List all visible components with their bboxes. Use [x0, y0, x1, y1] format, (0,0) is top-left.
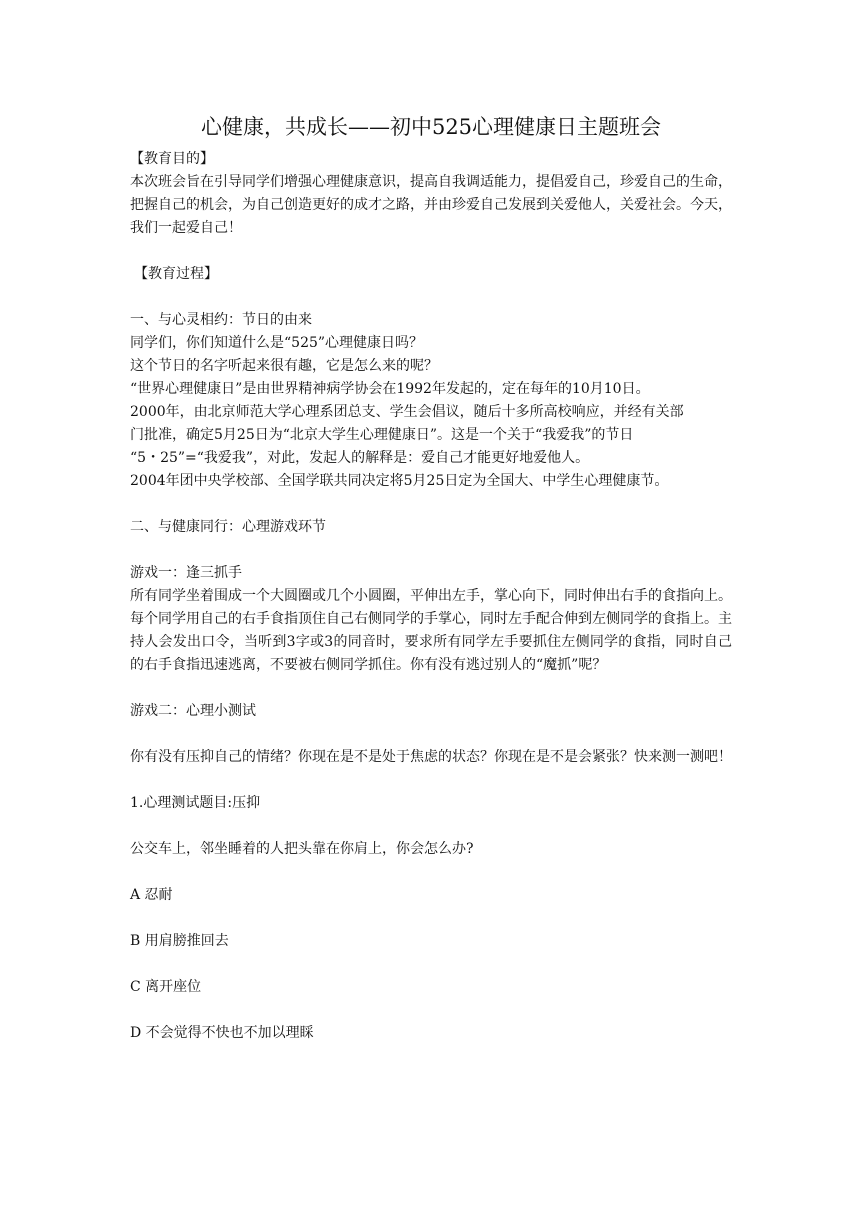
option-b: B 用肩膀推回去	[130, 933, 229, 949]
test1-question: 公交车上，邻坐睡着的人把头靠在你肩上，你会怎么办?	[130, 841, 474, 857]
game1-heading: 游戏一：逢三抓手	[130, 565, 242, 581]
part1-line: 2004年团中央学校部、全国学联共同决定将5月25日定为全国大、中学生心理健康节。	[130, 473, 669, 489]
option-a: A 忍耐	[130, 887, 173, 903]
part1-line: “世界心理健康日”是由世界精神病学协会在1992年发起的，定在每年的10月10日。	[130, 381, 650, 397]
goal-heading: 【教育目的】	[130, 151, 214, 167]
part1-line: 2000年，由北京师范大学心理系团总支、学生会倡议，随后十多所高校响应，并经有关部	[130, 404, 684, 420]
game2-intro: 你有没有压抑自己的情绪？你现在是不是处于焦虑的状态？你现在是不是会紧张？快来测一测吧！	[130, 749, 732, 765]
document-title: 心健康，共成长——初中525心理健康日主题班会	[200, 115, 662, 139]
goal-paragraph: 本次班会旨在引导同学们增强心理健康意识，提高自我调适能力，提倡爱自己，珍爱自己的生命，把握自己的机会，为自己创造更好的成才之路，并由珍爱自己发展到关爱他人，关爱社会。今天，我们一起爱自己！	[130, 174, 732, 236]
part1-line: 这个节日的名字听起来很有趣，它是怎么来的呢？	[130, 358, 438, 374]
part1-line: 门批准，确定5月25日为“北京大学生心理健康日”。这是一个关于“我爱我”的节日	[130, 427, 634, 443]
game2-heading: 游戏二：心理小测试	[130, 703, 256, 719]
part1-line: “5・25”=“我爱我”，对此，发起人的解释是：爱自己才能更好地爱他人。	[130, 450, 590, 466]
option-d: D 不会觉得不快也不加以理睬	[130, 1025, 314, 1041]
document-page	[130, 112, 732, 1045]
part1-heading: 一、与心灵相约：节日的由来	[130, 312, 312, 328]
part1-line: 同学们，你们知道什么是“525”心理健康日吗？	[130, 335, 424, 351]
test1-title: 1.心理测试题目:压抑	[130, 795, 261, 811]
option-c: C 离开座位	[130, 979, 202, 995]
process-heading: 【教育过程】	[134, 266, 218, 282]
game1-paragraph: 所有同学坐着围成一个大圆圈或几个小圆圈，平伸出左手，掌心向下，同时伸出右手的食指向上。每个同学用自己的右手食指顶住自己右侧同学的手掌心，同时左手配合伸到左侧同学的食指上。主持人会发出口令，当听到3字或3的同音时，要求所有同学左手要抓住左侧同学的食指，同时自己的右手食指迅速逃离，不要被右侧同学抓住。你有没有逃过别人的“魔抓”呢？	[130, 588, 732, 673]
part2-heading: 二、与健康同行：心理游戏环节	[130, 519, 326, 535]
